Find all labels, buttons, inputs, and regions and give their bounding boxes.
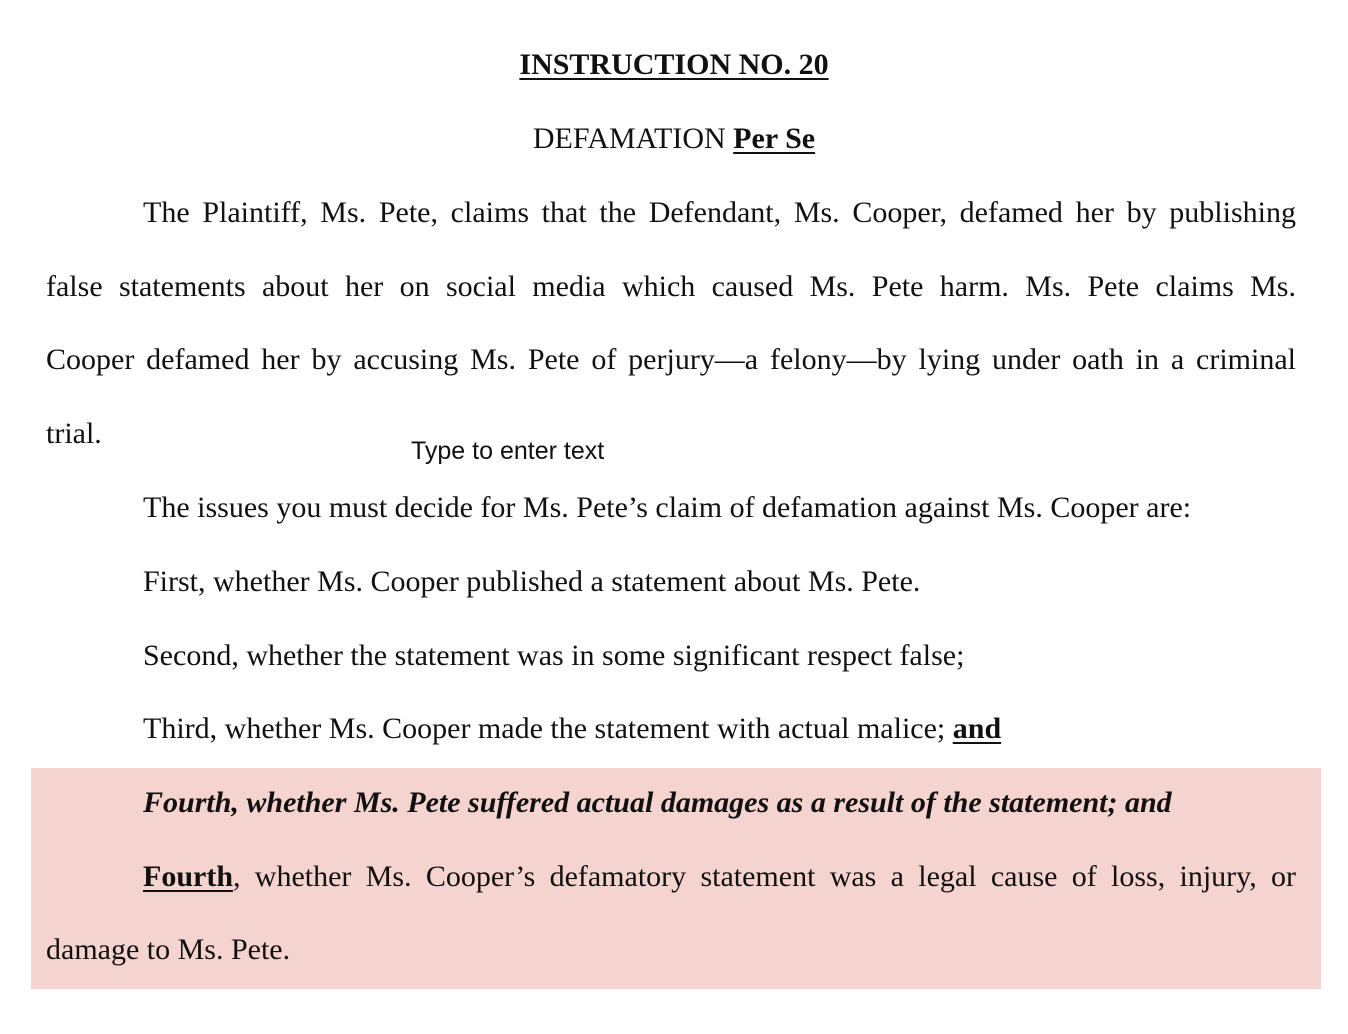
issue-fourth	[143, 857, 1296, 897]
text-box-placeholder[interactable]: Type to enter text	[411, 437, 605, 465]
intro-line-2: false statements about her on social media which caused Ms. Pete harm. Ms. Pete claims Ms.	[46, 270, 1296, 303]
issue-third	[143, 709, 1296, 749]
instruction-title	[0, 45, 1348, 85]
subtitle-plain: DEFAMATION	[532, 122, 734, 155]
instruction-title-text: INSTRUCTION NO. 20	[519, 48, 829, 81]
issue-fourth-continued: damage to Ms. Pete.	[46, 933, 291, 966]
intro-line-1: The Plaintiff, Ms. Pete, claims that the Defendant, Ms. Cooper, defamed her by publishing	[143, 196, 1296, 229]
intro-line-3: Cooper defamed her by accusing Ms. Pete of perjury—a felony—by lying under oath in a criminal	[46, 343, 1296, 376]
issue-second: Second, whether the statement was in some significant respect false;	[143, 639, 965, 672]
issue-fourth-deleted: Fourth, whether Ms. Pete suffered actual damages as a result of the statement; and	[143, 786, 1172, 819]
issue-third-text: Third, whether Ms. Cooper made the statement with actual malice;	[143, 712, 953, 745]
instruction-subtitle	[0, 119, 1348, 159]
issue-first: First, whether Ms. Cooper published a statement about Ms. Pete.	[143, 565, 921, 598]
intro-line-4: trial.	[46, 417, 102, 450]
issue-fourth-word: Fourth	[143, 860, 233, 893]
subtitle-per-se: Per Se	[733, 122, 816, 155]
issues-lead: The issues you must decide for Ms. Pete’s claim of defamation against Ms. Cooper are:	[143, 491, 1192, 524]
issue-third-and: and	[952, 712, 1002, 745]
issue-fourth-rest: , whether Ms. Cooper’s defamatory statement was a legal cause of loss, injury, or	[233, 860, 1296, 893]
